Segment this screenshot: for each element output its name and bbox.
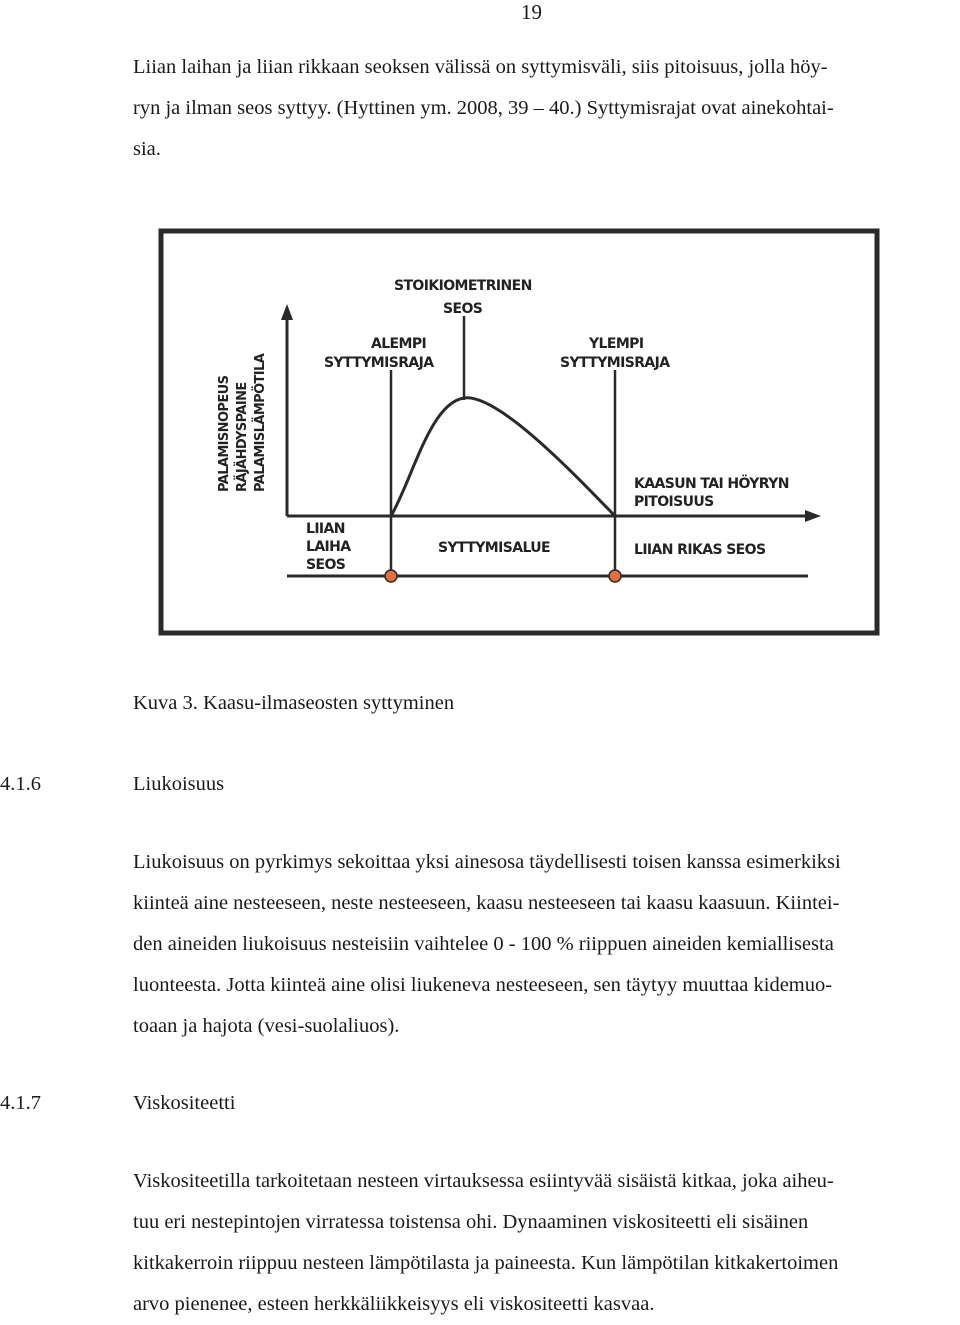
lower-limit-label: ALEMPI [371,336,427,352]
solubility-paragraph [133,842,960,1047]
text-line: luonteesta. Jotta kiinteä aine olisi liukeneva nesteeseen, sen täytyy muuttaa kidemuo- [133,974,833,996]
lean-mixture-label: LAIHA [306,539,351,555]
section-title: Liukoisuus [133,773,225,795]
section-number: 4.1.7 [0,1092,41,1114]
text-line: sia. [133,138,161,160]
text-line: Liian laihan ja liian rikkaan seoksen välissä on syttymisväli, siis pitoisuus, jolla höy- [133,56,828,78]
lower-limit-label: SYTTYMISRAJA [324,355,434,371]
page-number: 19 [521,0,542,24]
x-axis-label: PITOISUUS [634,494,714,510]
y-axis-label-2: RÄJÄHDYSPAINE [235,382,250,492]
upper-limit-label: SYTTYMISRAJA [560,355,670,371]
ignition-range-label: SYTTYMISALUE [438,540,550,556]
text-line: toaan ja hajota (vesi-suolaliuos). [133,1015,400,1037]
text-line: kitkakerroin riippuu nesteen lämpötilasta ja paineesta. Kun lämpötilan kitkakertoimen [133,1252,839,1274]
x-axis-label: KAASUN TAI HÖYRYN [634,476,789,492]
text-line: Liukoisuus on pyrkimys sekoittaa yksi ainesosa täydellisesti toisen kanssa esimerkiksi [133,851,841,873]
text-line: ryn ja ilman seos syttyy. (Hyttinen ym. 2008, 39 – 40.) Syttymisrajat ovat ainekohtai- [133,97,834,119]
text-line: den aineiden liukoisuus nesteisiin vaihtelee 0 - 100 % riippuen aineiden kemiallisesta [133,933,834,955]
rich-mixture-label: LIIAN RIKAS SEOS [634,542,766,558]
y-axis-label-1: PALAMISNOPEUS [217,375,232,492]
viscosity-paragraph [133,1161,960,1325]
upper-limit-marker [609,570,621,582]
text-line: arvo pienenee, esteen herkkäliikkeisyys eli viskositeetti kasvaa. [133,1293,655,1315]
text-line: kiinteä aine nesteeseen, neste nesteeseen, kaasu nesteeseen tai kaasu kaasuun. Kiintei- [133,892,840,914]
text-line: tuu eri nestepintojen virratessa toistensa ohi. Dynaaminen viskositeetti eli sisäinen [133,1211,809,1233]
lower-limit-marker [385,570,397,582]
lean-mixture-label: LIIAN [306,521,345,537]
stoichiometric-label: STOIKIOMETRINEN [394,278,532,294]
upper-limit-label: YLEMPI [589,336,644,352]
figure-caption: Kuva 3. Kaasu-ilmaseosten syttyminen [133,692,455,714]
intro-paragraph [133,47,960,170]
y-axis-label-3: PALAMISLÄMPÖTILA [253,353,268,492]
stoichiometric-label: SEOS [443,301,483,317]
section-title: Viskositeetti [133,1092,236,1114]
section-number: 4.1.6 [0,773,41,795]
ignition-diagram [158,228,880,636]
lean-mixture-label: SEOS [306,557,346,573]
text-line: Viskositeetilla tarkoitetaan nesteen virtauksessa esiintyvää sisäistä kitkaa, joka aiheu- [133,1170,834,1192]
